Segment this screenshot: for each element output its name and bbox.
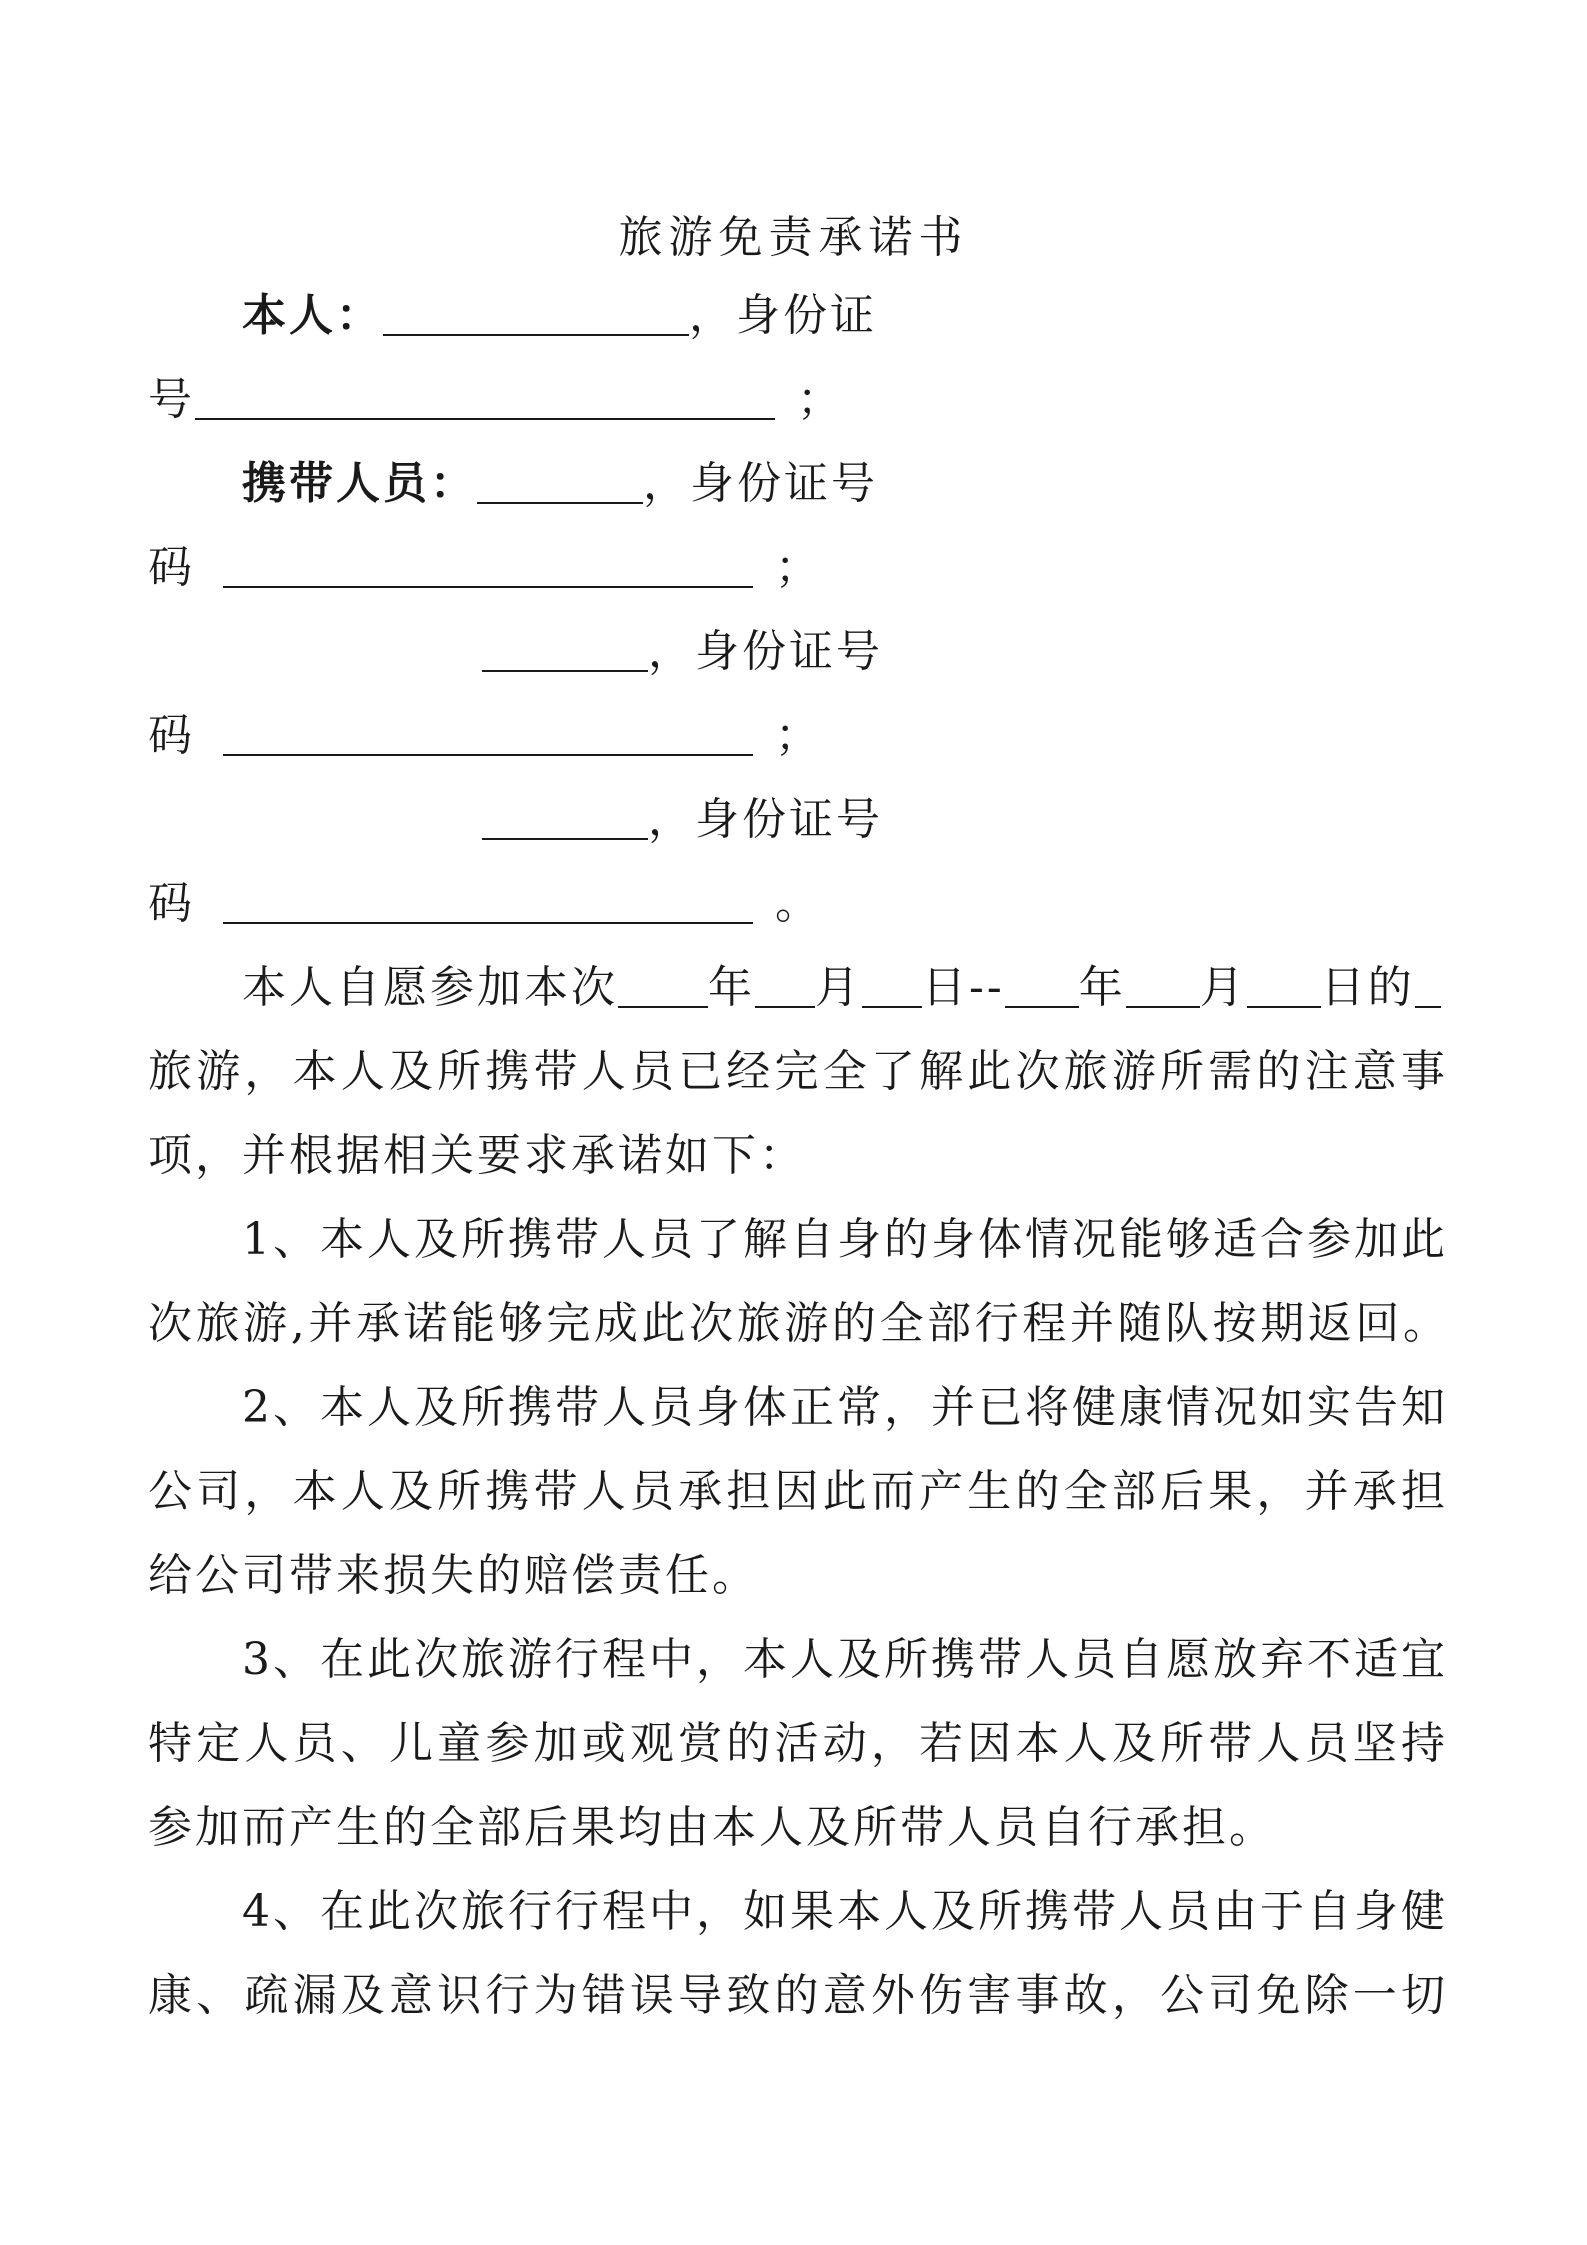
- clause-3-line-3: 参加而产生的全部后果均由本人及所带人员自行承担。: [148, 1802, 1276, 1853]
- companion-2-name-line: [148, 622, 1587, 682]
- clause-4-line-2: 康、疏漏及意识行为错误导致的意外伤害事故，公司免除一切: [148, 1970, 1448, 2021]
- companion-2-id-prefix: 码: [148, 710, 195, 761]
- companion-2-id-line: [148, 706, 1448, 766]
- person-id-prefix: 号: [148, 374, 195, 425]
- end-month-blank[interactable]: [1126, 962, 1200, 1008]
- clause-1-line-1: 1、本人及所携带人员了解自身的身体情况能够适合参加此: [242, 1214, 1448, 1265]
- end-day-blank[interactable]: [1247, 962, 1321, 1008]
- person-id-line: [148, 370, 1448, 430]
- companion-1-id-blank[interactable]: [223, 542, 753, 588]
- person-id-blank[interactable]: [195, 374, 775, 420]
- companion-3-id-end: 。: [775, 878, 822, 929]
- end-year-blank[interactable]: [1005, 962, 1079, 1008]
- companion-1-id-end: ；: [775, 542, 822, 593]
- clause-2-line-3: 给公司带来损失的赔偿责任。: [148, 1550, 759, 1601]
- start-day-label: 日: [922, 962, 969, 1013]
- start-month-blank[interactable]: [755, 962, 815, 1008]
- date-range-dash: --: [969, 962, 1005, 1013]
- start-day-blank[interactable]: [862, 962, 922, 1008]
- intro-line-2: 旅游，本人及所携带人员已经完全了解此次旅游所需的注意事: [148, 1046, 1448, 1097]
- companions-label: 携带人员：: [242, 458, 477, 509]
- companion-3-id-prefix: 码: [148, 878, 195, 929]
- document-title: 旅游免责承诺书: [618, 212, 969, 263]
- intro-text-end: 日的: [1320, 962, 1415, 1013]
- end-month-label: 月: [1199, 962, 1247, 1013]
- start-month-label: 月: [815, 962, 862, 1013]
- clause-3-line-2: 特定人员、儿童参加或观赏的活动，若因本人及所带人员坚持: [148, 1718, 1448, 1769]
- intro-text-a: 本人自愿参加本次: [242, 962, 618, 1013]
- companion-3-name-line: [148, 790, 1587, 850]
- clause-3-line-1: 3、在此次旅游行程中，本人及所携带人员自愿放弃不适宜: [242, 1634, 1448, 1685]
- companion-2-id-suffix: ，身份证号: [648, 626, 883, 677]
- companion-2-name-blank[interactable]: [482, 626, 648, 672]
- clause-2-line-2: 公司，本人及所携带人员承担因此而产生的全部后果，并承担: [148, 1466, 1448, 1517]
- companion-2-id-end: ；: [775, 710, 822, 761]
- destination-blank[interactable]: [1415, 962, 1441, 1008]
- clause-1-line-2: 次旅游,并承诺能够完成此次旅游的全部行程并随队按期返回。: [148, 1298, 1448, 1349]
- companion-3-id-blank[interactable]: [223, 878, 753, 924]
- start-year-blank[interactable]: [618, 962, 708, 1008]
- companion-3-id-suffix: ，身份证号: [648, 794, 883, 845]
- clause-2-line-1: 2、本人及所携带人员身体正常，并已将健康情况如实告知: [242, 1382, 1448, 1433]
- intro-line-3: 项，并根据相关要求承诺如下：: [148, 1130, 806, 1181]
- end-year-label: 年: [1078, 962, 1126, 1013]
- start-year-label: 年: [708, 962, 755, 1013]
- person-id-end: ；: [797, 374, 844, 425]
- companion-2-id-blank[interactable]: [223, 710, 753, 756]
- companion-3-name-blank[interactable]: [482, 794, 648, 840]
- person-name-blank[interactable]: [383, 290, 689, 336]
- person-name-line: [148, 286, 1542, 346]
- companion-1-id-prefix: 码: [148, 542, 195, 593]
- companion-1-id-suffix: ，身份证号: [643, 458, 878, 509]
- clause-4-line-1: 4、在此次旅行行程中，如果本人及所携带人员由于自身健: [242, 1886, 1448, 1937]
- companion-1-name-line: [148, 454, 1542, 514]
- companion-1-id-line: [148, 538, 1448, 598]
- companion-3-id-line: [148, 874, 1448, 934]
- companion-1-name-blank[interactable]: [477, 458, 643, 504]
- person-label: 本人：: [242, 290, 383, 341]
- intro-line-1: [148, 958, 1542, 1018]
- person-id-suffix: ，身份证: [689, 290, 877, 341]
